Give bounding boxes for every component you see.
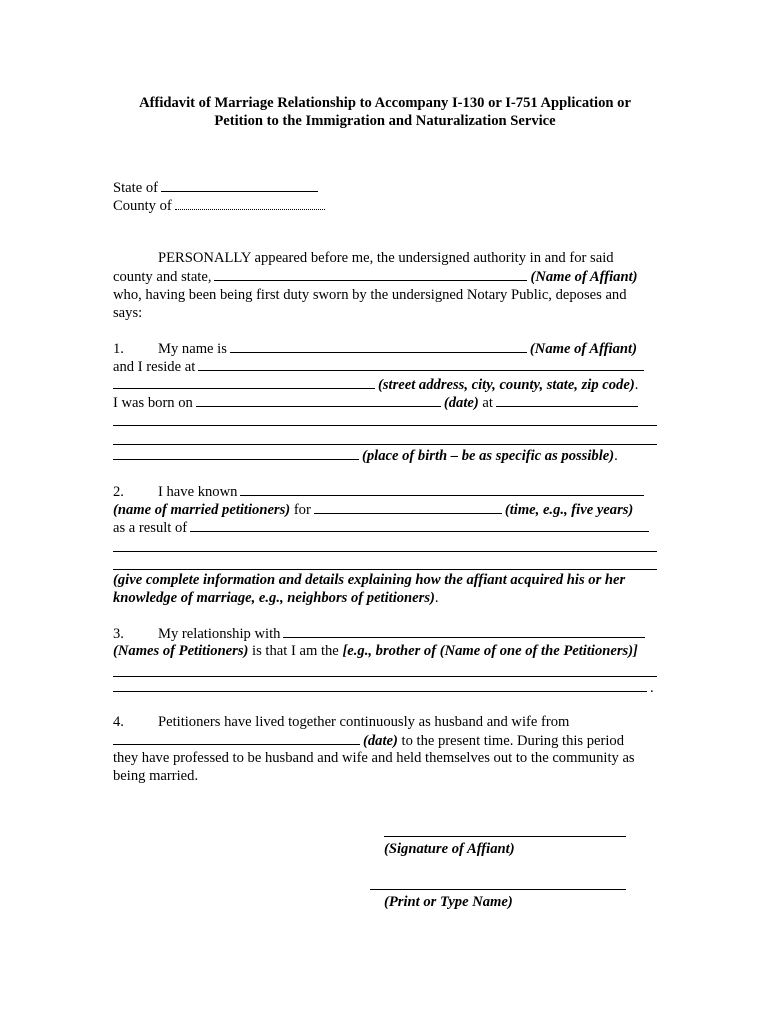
state-field[interactable] [161, 178, 318, 192]
intro-county-state-text: county and state, [113, 269, 212, 285]
item4-line-1-text: Petitioners have lived together continuously as husband and wife from [158, 714, 570, 730]
item1-address-field-1[interactable] [198, 357, 644, 371]
item3-example-hint: [e.g., brother of (Name of one of the Petitioners)] [342, 643, 638, 659]
item1-reside-label: and I reside at [113, 359, 196, 375]
county-row [113, 196, 328, 215]
item2-petitioners-field[interactable] [240, 482, 644, 496]
item4-line-4: being married. [113, 768, 199, 784]
county-field[interactable] [175, 196, 325, 210]
item3-details-field-1[interactable] [113, 676, 657, 677]
item3-relationship-label: My relationship with [158, 626, 281, 642]
state-row [113, 178, 321, 197]
item3-end: . [650, 680, 654, 696]
item2-details-field-1[interactable] [190, 518, 649, 532]
intro-line-4: says: [113, 305, 143, 321]
item1-line-7 [113, 446, 618, 465]
item4-date-field[interactable] [113, 731, 360, 745]
signature-label: (Signature of Affiant) [384, 841, 515, 857]
item4-line-3: they have professed to be husband and wife and held themselves out to the community as [113, 750, 635, 766]
county-label: County of [113, 198, 172, 214]
item1-at-label: at [482, 395, 493, 411]
item2-result-label: as a result of [113, 520, 188, 536]
item1-line-1 [113, 339, 637, 358]
intro-line-3: who, having been being first duty sworn by the undersigned Notary Public, deposes and [113, 287, 627, 303]
item2-petitioners-hint: (name of married petitioners) [113, 502, 291, 518]
print-name-field[interactable] [370, 889, 626, 890]
item1-birth-place-field-2[interactable] [113, 425, 657, 426]
item4-line-2 [113, 731, 624, 750]
item1-name-hint: (Name of Affiant) [529, 341, 637, 357]
item4-number: 4. [113, 714, 124, 730]
item1-address-end: . [634, 377, 639, 393]
item2-time-hint: (time, e.g., five years) [504, 502, 634, 518]
item2-details-hint-line-2: knowledge of marriage, e.g., neighbors of petitioners) [113, 590, 435, 606]
item3-number: 3. [113, 626, 124, 642]
item1-birth-place-field-4[interactable] [113, 446, 359, 460]
signature-field[interactable] [384, 836, 626, 837]
item1-address-hint: (street address, city, county, state, zip code) [378, 377, 635, 393]
item1-address-field-2[interactable] [113, 375, 375, 389]
intro-affiant-name-hint: (Name of Affiant) [530, 269, 638, 285]
item3-details-field-2[interactable] [113, 678, 647, 692]
item1-name-label: My name is [158, 341, 227, 357]
item2-known-label: I have known [158, 484, 238, 500]
item4-date-hint: (date) [363, 733, 398, 749]
item2-details-field-2[interactable] [113, 551, 657, 552]
item3-line-2 [113, 642, 638, 660]
item1-name-field[interactable] [230, 339, 527, 353]
item2-details-field-3[interactable] [113, 569, 657, 570]
item1-born-label: I was born on [113, 395, 193, 411]
intro-affiant-name-field[interactable] [214, 267, 527, 281]
item2-time-field[interactable] [314, 500, 502, 514]
item2-line-2 [113, 500, 633, 519]
item1-line-4 [113, 393, 641, 412]
item1-date-hint: (date) [443, 395, 479, 411]
item1-birth-place-field-1[interactable] [496, 393, 638, 407]
item3-line-1 [113, 624, 648, 643]
document-title-line-1: Affidavit of Marriage Relationship to Accompany I-130 or I-751 Application or [139, 95, 631, 111]
state-label: State of [113, 180, 158, 196]
item1-place-end: . [614, 448, 618, 464]
item1-birth-date-field[interactable] [196, 393, 441, 407]
item1-place-hint: (place of birth – be as specific as possible) [362, 448, 615, 464]
intro-line-1: PERSONALLY appeared before me, the undersigned authority in and for said [158, 250, 614, 266]
item1-line-3 [113, 375, 638, 394]
item3-names-hint: (Names of Petitioners) [113, 643, 249, 659]
item2-line-3 [113, 518, 652, 537]
item1-number: 1. [113, 341, 124, 357]
item3-relationship-field[interactable] [283, 624, 645, 638]
item1-birth-place-field-3[interactable] [113, 444, 657, 445]
item2-number: 2. [113, 484, 124, 500]
item2-details-hint-line-2-row [113, 589, 439, 607]
item2-line-1 [113, 482, 647, 501]
item2-details-hint-line-1: (give complete information and details explaining how the affiant acquired his or her [113, 572, 626, 588]
item4-line-1 [113, 713, 569, 731]
item1-line-2 [113, 357, 647, 376]
item3-is-that-label: is that I am the [252, 643, 339, 659]
item4-line-2-text: to the present time. During this period [401, 733, 625, 749]
item2-details-end: . [434, 590, 439, 606]
item3-line-4 [113, 678, 654, 697]
intro-line-2 [113, 267, 638, 286]
print-name-label: (Print or Type Name) [384, 894, 513, 910]
document-title-line-2: Petition to the Immigration and Naturalization Service [214, 113, 556, 129]
item2-for-label: for [293, 502, 311, 518]
